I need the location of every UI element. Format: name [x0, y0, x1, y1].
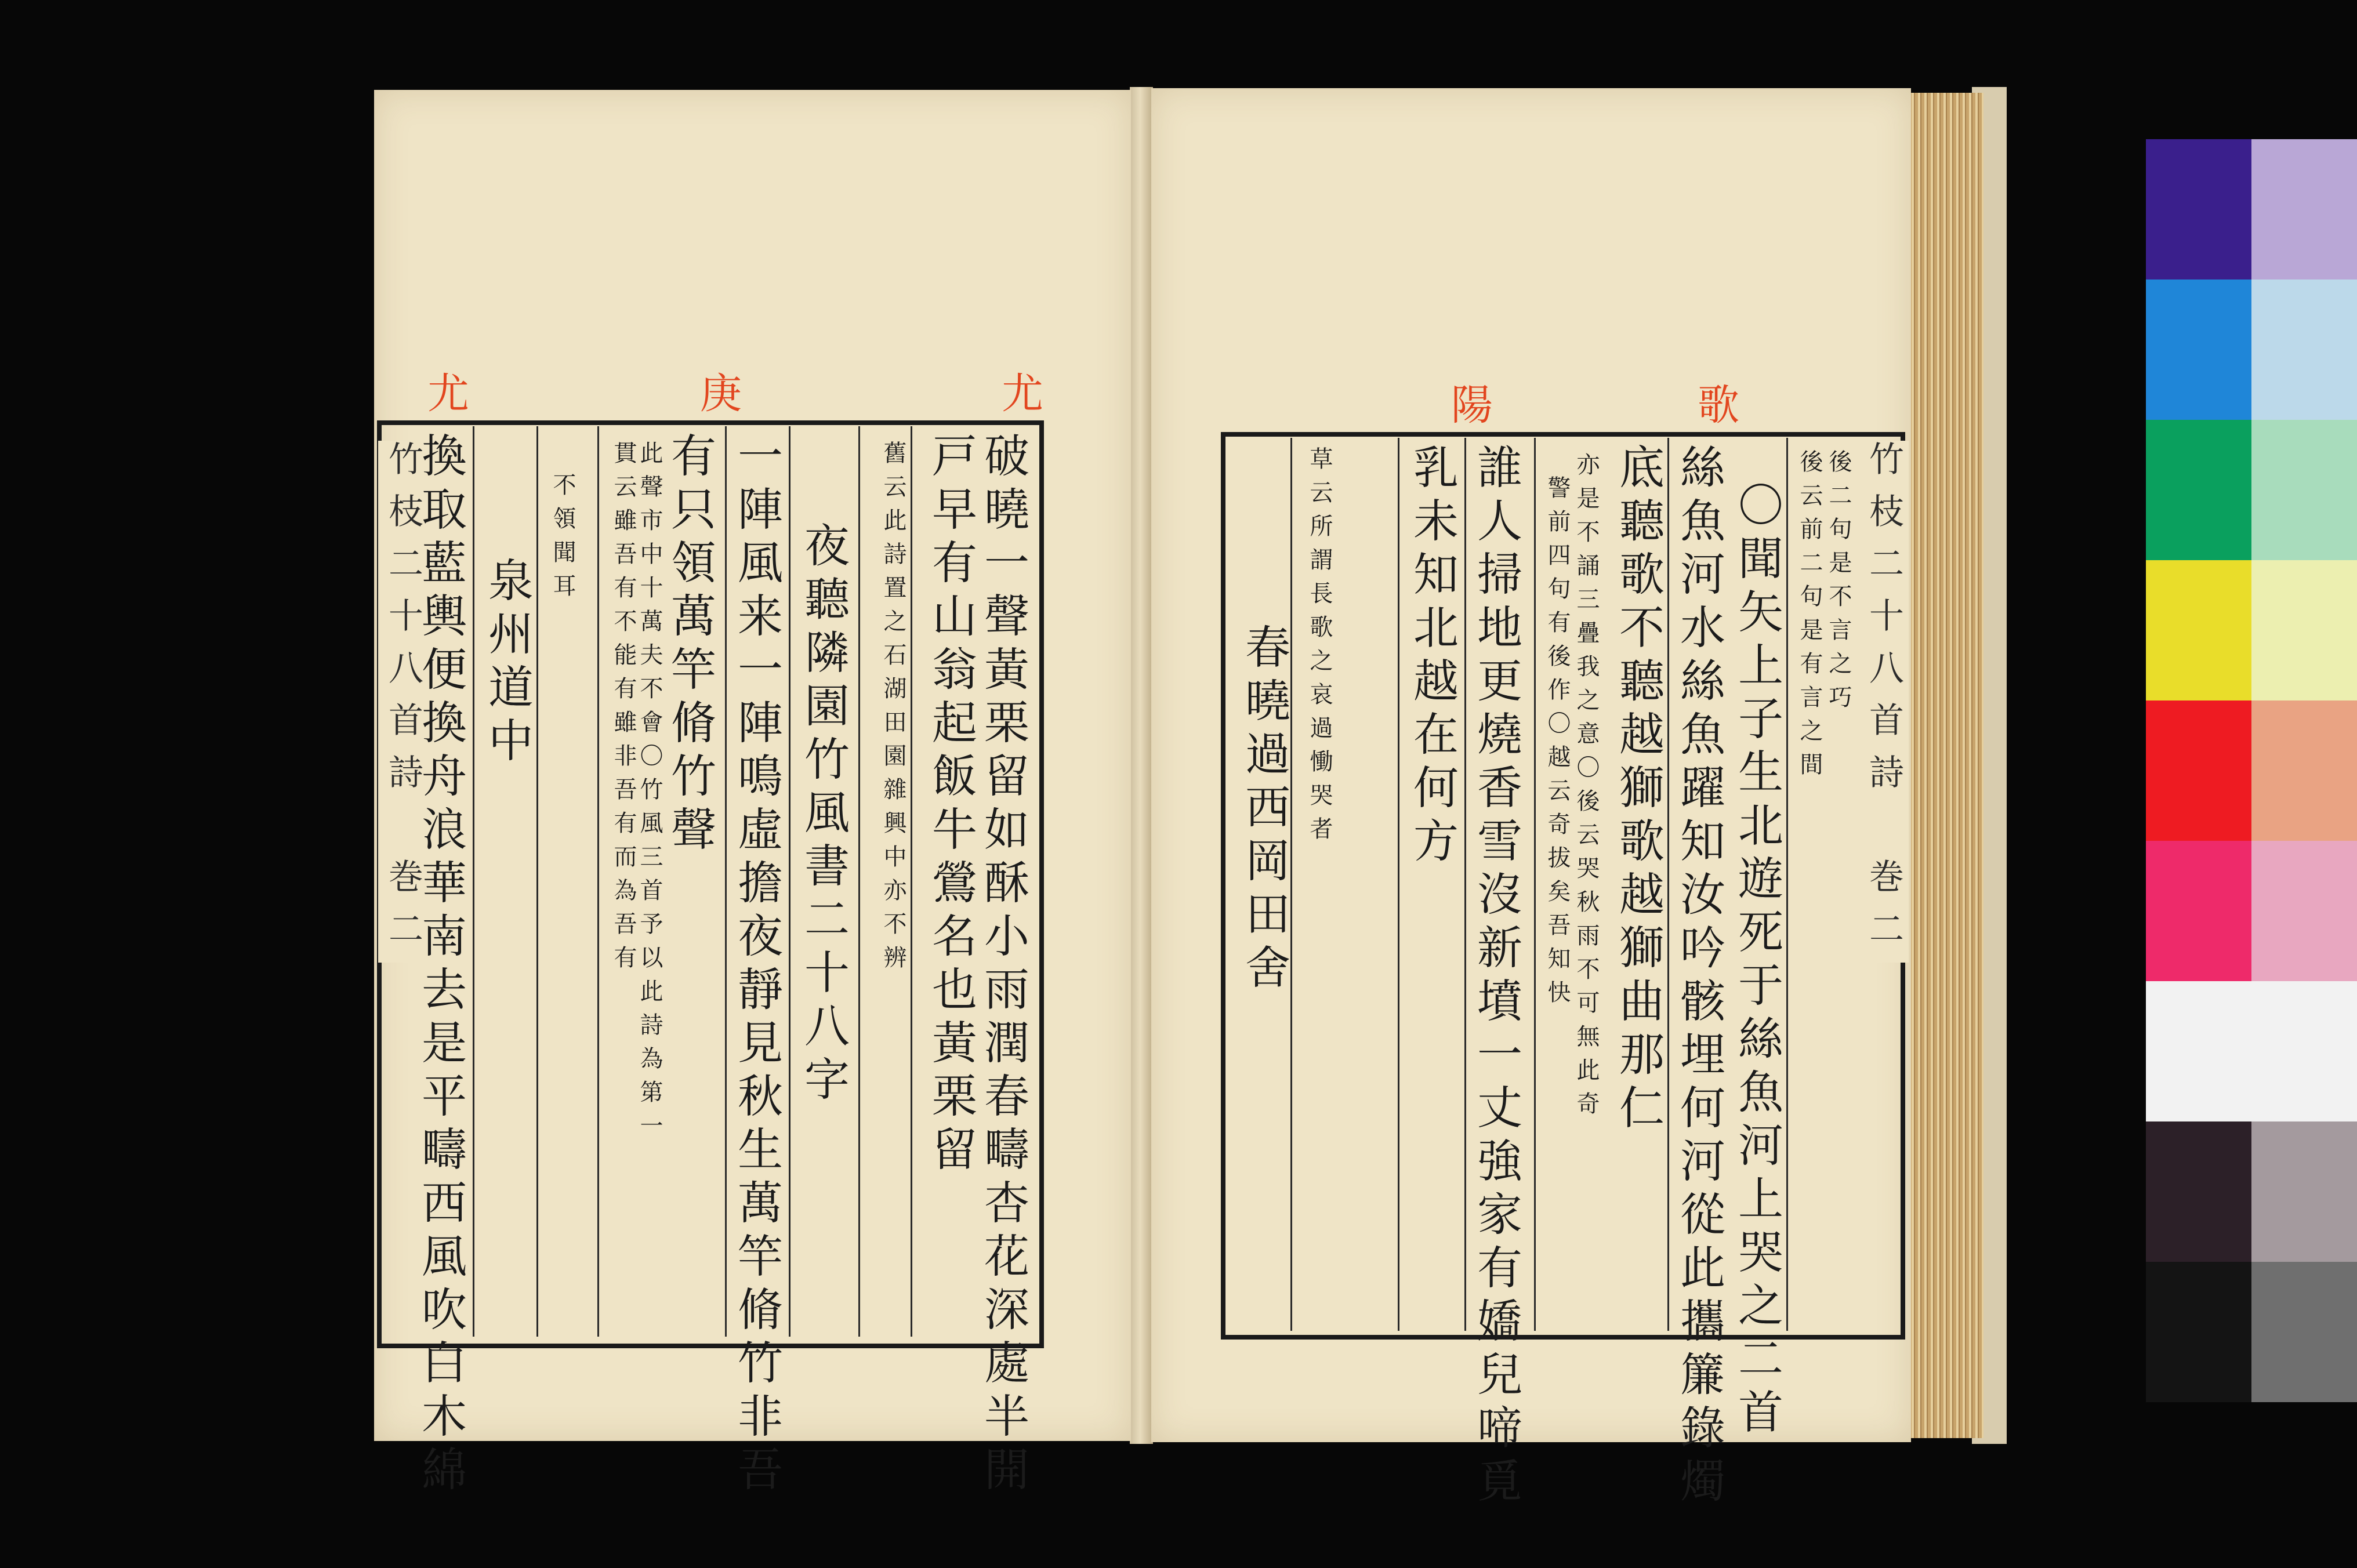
color-patch-7	[2146, 560, 2251, 700]
right-rule-6	[1290, 438, 1292, 1331]
color-patch-5	[2146, 420, 2251, 560]
right-rule-4	[1464, 438, 1466, 1331]
left-rule-1	[911, 426, 912, 1337]
left-col-7: 此聲市中十萬夫不會〇竹風三首予以此詩為第一	[636, 441, 663, 1147]
right-fishtail-label: 竹枝二十八首詩 巻二	[1859, 441, 1909, 963]
color-patch-4	[2251, 280, 2357, 420]
left-fishtail-label: 竹枝二十八首詩 巻二	[378, 441, 428, 963]
right-col-9: 乳未知北越在何方	[1406, 444, 1458, 870]
right-col-3: 〇聞矢上子生北遊死于絲魚河上哭之二首	[1731, 481, 1783, 1442]
left-col-5: 一陣風来一陣鳴虛擔夜靜見秋生萬竿脩竹非吾	[730, 432, 782, 1499]
right-col-7: 警前四句有後作〇越云奇拔矣吾知快	[1544, 476, 1571, 1014]
left-col-8: 貫云雖吾有不能有雖非吾有而為吾有	[610, 441, 637, 979]
color-patch-9	[2146, 700, 2251, 841]
book-gutter	[1130, 87, 1153, 1444]
color-patch-11	[2146, 841, 2251, 981]
right-col-11: 春曉過西岡田舍	[1238, 623, 1290, 997]
left-col-11: 換取藍輿便換舟浪華南去是平疇西風吹白木綿	[414, 432, 466, 1499]
right-margin-mark-1: 陽	[1444, 383, 1493, 424]
color-patch-16	[2251, 1121, 2357, 1262]
right-col-8: 誰人掃地更燒香雪沒新墳一丈強家有嬌兒啼覓	[1470, 444, 1522, 1511]
right-margin-mark-2: 歌	[1691, 383, 1739, 424]
left-margin-mark-2: 庚	[693, 371, 742, 413]
right-col-1: 後二句是不言之巧	[1825, 449, 1852, 718]
left-col-6: 有只領萬竿脩竹聲	[663, 432, 716, 859]
left-rule-6	[536, 426, 538, 1337]
color-patch-1	[2146, 139, 2251, 280]
color-patch-15	[2146, 1121, 2251, 1262]
right-rule-5	[1398, 438, 1399, 1331]
left-margin-mark-1: 尤	[420, 371, 469, 413]
color-patch-17	[2146, 1262, 2251, 1402]
color-patch-12	[2251, 841, 2357, 981]
color-patch-18	[2251, 1262, 2357, 1402]
left-col-10: 泉州道中	[481, 557, 533, 770]
color-patch-2	[2251, 139, 2357, 280]
left-rule-7	[473, 426, 474, 1337]
left-col-9: 不領聞耳	[549, 473, 576, 607]
page-edge-stack	[1902, 93, 1983, 1438]
right-col-2: 後云前二句是有言之間	[1796, 449, 1823, 786]
left-col-3: 舊云此詩置之石湖田園雜興中亦不辨	[880, 441, 906, 979]
right-rule-2	[1667, 438, 1669, 1331]
right-col-10: 草云所謂長歌之哀過慟哭者	[1306, 447, 1333, 850]
right-col-6: 亦是不誦三疊我之意〇後云哭秋雨不可無此奇	[1573, 452, 1600, 1125]
color-patch-8	[2251, 560, 2357, 700]
left-col-4: 夜聽隣園竹風書二十八字	[797, 522, 849, 1109]
color-patch-14	[2251, 981, 2357, 1121]
left-rule-4	[725, 426, 727, 1337]
color-calibration-card	[2146, 139, 2357, 1403]
color-patch-10	[2251, 700, 2357, 841]
left-rule-2	[858, 426, 860, 1337]
left-rule-3	[789, 426, 790, 1337]
color-patch-6	[2251, 420, 2357, 560]
color-patch-13	[2146, 981, 2251, 1121]
right-rule-1	[1786, 438, 1788, 1331]
left-rule-5	[597, 426, 599, 1337]
left-col-2: 戸早有山翁起飯牛鶯名也黃栗留	[924, 432, 977, 1179]
right-rule-3	[1534, 438, 1536, 1331]
left-col-1: 破曉一聲黃栗留如酥小雨潤春疇杏花深處半開	[977, 432, 1029, 1499]
right-col-5: 底聽歌不聽越獅歌越獅曲那仁	[1612, 444, 1664, 1137]
left-margin-mark-3: 尤	[995, 371, 1043, 413]
right-col-4: 絲魚河水絲魚躍知汝吟骸埋何河從此攜簾錄燭	[1673, 444, 1725, 1511]
color-patch-3	[2146, 280, 2251, 420]
